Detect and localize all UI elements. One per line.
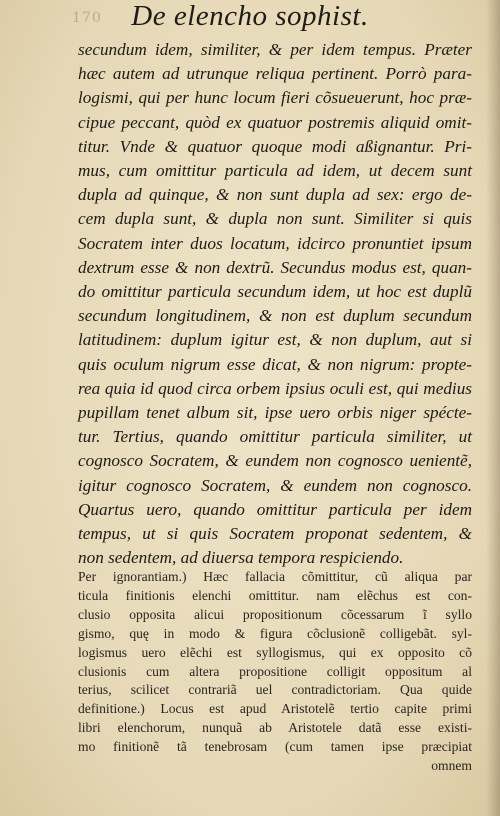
text-line: tempus, ut si quis Socratem proponat sedentem, & <box>78 524 472 544</box>
text-line: ticula finitionis elenchi omittitur. nam elẽchus est con- <box>78 587 472 603</box>
text-line: quis oculum nigrum esse dicat, & non nigrum: propte- <box>78 354 472 374</box>
main-text-block <box>78 38 472 570</box>
text-line: titur. Vnde & quatuor quoque modi aßignantur. Pri- <box>78 136 472 156</box>
text-line: dupla ad quinque, & non sunt dupla ad sex: ergo de- <box>78 185 472 205</box>
page-gutter-shadow <box>486 0 500 816</box>
text-line: Socratem inter duos locatum, idcirco pronuntiet ipsum <box>78 233 472 253</box>
text-line: secundum idem, similiter, & per idem tempus. Præter <box>78 40 472 59</box>
running-head: De elencho sophist. <box>131 0 369 32</box>
text-line: mo finitionẽ tã tenebrosam (cum tamen ipse præcipiat <box>78 739 472 755</box>
text-line: rea quia id quod circa orbem ipsius oculi est, qui medius <box>78 378 472 398</box>
text-line: clusio opposita alicui propositionum cõcessarum ĩ syllo <box>78 606 472 622</box>
text-line: igitur cognosco Socratem, & eundem non cognosco. <box>78 475 472 495</box>
text-line: cem dupla sunt, & dupla non sunt. Similiter si quis <box>78 209 472 229</box>
text-line: cognosco Socratem, & eundem non cognosco uenientẽ, <box>78 451 472 471</box>
text-line: terius, scilicet contrariã uel contradictoriam. Qua quide <box>78 682 472 698</box>
text-line: non sedentem, ad diuersa tempora respiciendo. <box>78 548 404 568</box>
text-line: do omittitur particula secundum idem, ut hoc est duplũ <box>78 282 472 302</box>
text-line: tur. Tertius, quando omittitur particula similiter, ut <box>78 427 472 447</box>
text-line: clusionis cum altera propositione colligit oppositum al <box>78 663 472 679</box>
text-line: pupillam tenet album sit, ipse uero orbis niger spécte- <box>78 403 472 423</box>
text-line: hæc autem ad utrunque reliqua pertinent. Porrò para- <box>78 64 472 84</box>
text-line: secundum longitudinem, & non est duplum secundum <box>78 306 472 326</box>
text-line: mus, cum omittitur particula ad idem, ut decem sunt <box>78 161 472 181</box>
text-line: definitione.) Locus est apud Aristotelẽ tertio capite primi <box>78 701 472 717</box>
text-line: libri elenchorum, nunquã ab Aristotele datã esse existi- <box>78 720 472 736</box>
text-line: cipue peccant, quòd ex quatuor postremis aliquid omit- <box>78 112 472 132</box>
text-line: logismus uero elẽchi est syllogismus, qui ex opposito cõ <box>78 644 472 660</box>
text-line: dextrum esse & non dextrũ. Secundus modus est, quan- <box>78 257 472 277</box>
text-line: omnem <box>431 758 472 774</box>
text-line: Quartus uero, quando omittitur particula per idem <box>78 499 472 519</box>
page-number: 170 <box>72 10 102 26</box>
text-line: latitudinem: duplum igitur est, & non duplum, aut si <box>78 330 472 350</box>
text-line: Per ignorantiam.) Hæc fallacia cõmittitur, cũ aliqua par <box>78 569 472 584</box>
text-line: logismi, qui per hunc locum fieri cõsueuerunt, hoc præ- <box>78 88 472 108</box>
text-line: gismo, quę in modo & figura cõclusionẽ colligebãt. syl- <box>78 625 472 641</box>
commentary-block <box>78 568 472 776</box>
